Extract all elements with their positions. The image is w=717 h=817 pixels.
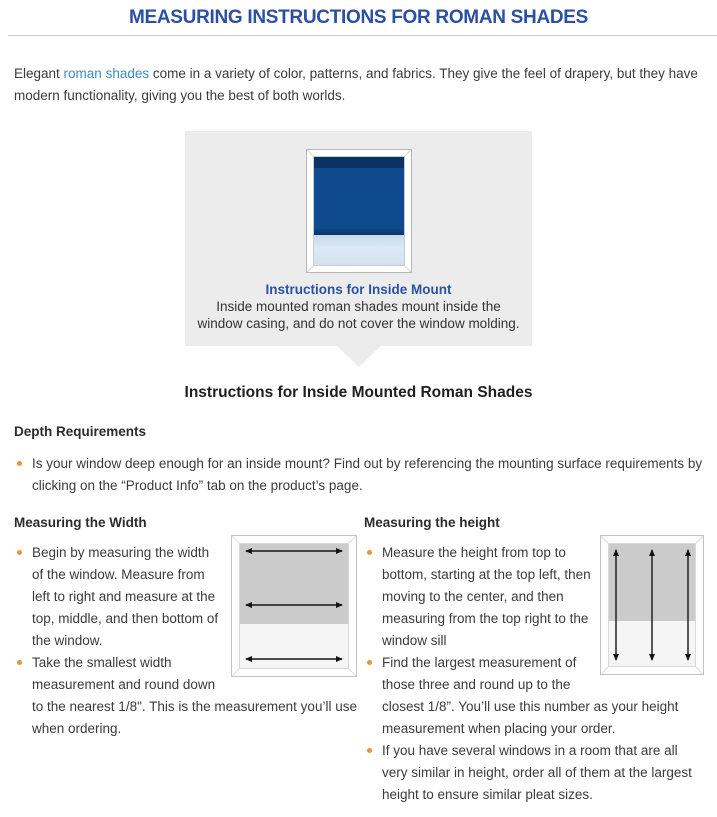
list-item: Is your window deep enough for an inside mount? Find out by referencing the mounting surface requirements by clicking on the “Product Info” tab on the product’s page.	[14, 453, 703, 497]
inside-mount-callout	[185, 131, 532, 346]
callout-pointer-arrow	[337, 346, 381, 367]
roman-shade-window-image	[306, 149, 412, 273]
intro-text-pre: Elegant	[14, 66, 64, 81]
measuring-height-heading: Measuring the height	[364, 515, 500, 530]
intro-paragraph	[14, 63, 703, 106]
page-title: MEASURING INSTRUCTIONS FOR ROMAN SHADES	[128, 7, 589, 28]
section-heading: Instructions for Inside Mounted Roman Shades	[184, 384, 533, 401]
roman-shades-link[interactable]: roman shades	[63, 66, 150, 81]
inside-mount-instructions-link[interactable]: Instructions for Inside Mount	[265, 282, 452, 297]
depth-requirements-heading: Depth Requirements	[14, 424, 147, 439]
intro-text-post: come in a variety of color, patterns, and fabrics. They give the feel of drapery, but they have modern functionality, giving you the best of both worlds.	[14, 66, 698, 103]
measuring-columns	[14, 515, 717, 806]
measuring-height-list	[364, 542, 704, 806]
list-item: Find the largest measurement of those three and round up to the closest 1/8”. You’ll use this number as your height measurement when placing your order.	[364, 652, 704, 740]
list-item: If you have several windows in a room that are all very similar in height, order all of them at the largest height to ensure similar pleat sizes.	[364, 740, 704, 806]
measuring-width-heading: Measuring the Width	[14, 515, 147, 530]
measuring-width-column	[14, 515, 357, 806]
title-divider	[8, 35, 717, 36]
measuring-height-column	[364, 515, 704, 806]
depth-requirements-section	[14, 424, 703, 497]
list-item: Take the smallest width measurement and round down to the nearest 1/8". This is the measurement you’ll use when ordering.	[14, 652, 357, 740]
list-item: Begin by measuring the width of the window. Measure from left to right and measure at the top, middle, and then bottom of the window.	[14, 542, 357, 652]
depth-requirements-list	[14, 453, 703, 497]
inside-mount-description: Inside mounted roman shades mount inside the window casing, and do not cover the window molding.	[197, 299, 520, 331]
measuring-width-list	[14, 542, 357, 740]
list-item: Measure the height from top to bottom, starting at the top left, then moving to the center, and then measuring from the top right to the window sill	[364, 542, 704, 652]
